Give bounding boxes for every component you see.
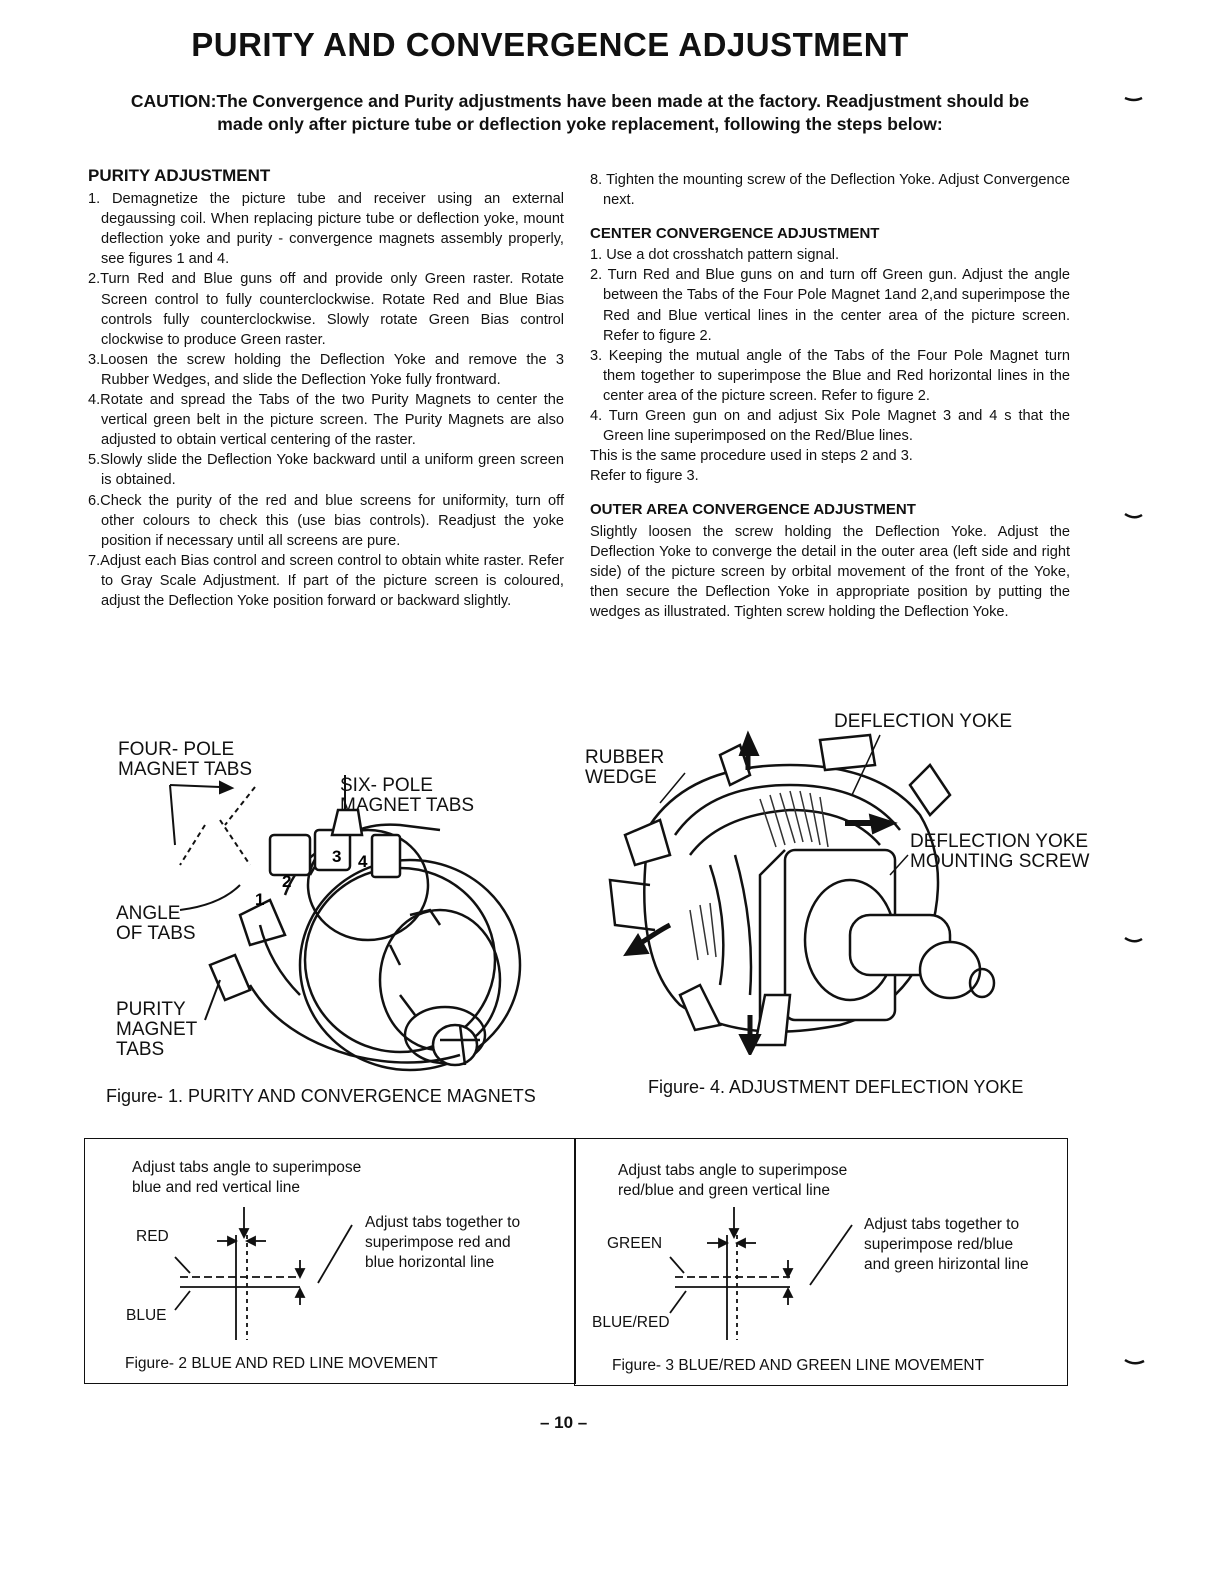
- figure-1-caption: Figure- 1. PURITY AND CONVERGENCE MAGNETS: [106, 1086, 536, 1106]
- center-note-2: Refer to figure 3.: [590, 468, 699, 485]
- tab-number-2: 2: [282, 872, 292, 891]
- page-title: PURITY AND CONVERGENCE ADJUSTMENT: [191, 26, 909, 63]
- purity-step-3: 3.Loosen the screw holding the Deflection Yoke and remove the 3 Rubber Wedges, and slide the Deflection Yoke fully frontward.: [88, 351, 564, 388]
- center-step-2: 2. Turn Red and Blue guns on and turn off Green gun. Adjust the angle between the Tabs of the Four Pole Magnet 1and 2,and superimpose the Red and Blue vertical lines in the center area of the picture screen. Refer to figure 2.: [590, 267, 1070, 344]
- center-note-1: This is the same procedure used in steps 2 and 3.: [590, 448, 913, 465]
- center-step-4: 4. Turn Green gun on and adjust Six Pole Magnet 3 and 4 s that the Green line superimposed on the Red/Blue lines.: [590, 408, 1070, 445]
- angle-of-tabs-label: ANGLE OF TABS: [116, 903, 196, 944]
- binding-marks: [1122, 90, 1152, 1390]
- purity-step-2: 2.Turn Red and Blue guns off and provide only Green raster. Rotate Screen control to fully counterclockwise. Rotate Red and Blue Bias controls fully counterclockwise. Slowly rotate Green Bias control clockwise to produce Green raster.: [88, 271, 564, 348]
- center-step-1: 1. Use a dot crosshatch pattern signal.: [590, 247, 840, 264]
- purity-step-8: 8. Tighten the mounting screw of the Deflection Yoke. Adjust Convergence next.: [590, 172, 1070, 209]
- purity-step-7: 7.Adjust each Bias control and screen control to obtain white raster. Refer to Gray Scale Adjustment. If part of the picture screen is coloured, adjust the Deflection Yoke position forward or backward slightly.: [88, 552, 564, 609]
- outer-convergence-text: Slightly loosen the screw holding the Deflection Yoke. Adjust the Deflection Yoke to converge the detail in the outer area (left side and right side) of the picture screen by orbital movement of the front of the Yoke, then secure the Deflection Yoke in appropriate position by putting the wedges as illustrated. Tighten screw holding the Deflection Yoke.: [590, 523, 1070, 620]
- figure-2-line-diagram: [170, 1205, 360, 1345]
- tab-number-1: 1: [255, 890, 265, 909]
- deflection-yoke-label: DEFLECTION YOKE: [834, 711, 1013, 732]
- purity-step-5: 5.Slowly slide the Deflection Yoke backward until a uniform green screen is obtained.: [88, 452, 564, 489]
- caution-note: [100, 90, 1060, 136]
- purity-section: [88, 166, 564, 611]
- six-pole-label: SIX- POLE MAGNET TABS: [340, 775, 475, 816]
- center-steps: [590, 245, 1070, 446]
- purity-magnet-tabs-label: PURITY MAGNET TABS: [116, 999, 198, 1060]
- figure-3-caption: Figure- 3 BLUE/RED AND GREEN LINE MOVEMENT: [612, 1357, 985, 1374]
- tab-number-4: 4: [358, 852, 368, 871]
- page-number: – 10 –: [540, 1413, 588, 1432]
- figure-3-line-diagram: [660, 1205, 860, 1345]
- figure-2-top-text: Adjust tabs angle to superimpose blue and red vertical line: [132, 1159, 362, 1196]
- figure-3-bluered-label: BLUE/RED: [592, 1314, 670, 1331]
- center-step-3: 3. Keeping the mutual angle of the Tabs of the Four Pole Magnet turn them together to superimpose the Blue and Red horizontal lines in the center area of the picture screen. Refer to figure 2.: [590, 347, 1070, 404]
- purity-step-1: 1. Demagnetize the picture tube and receiver using an external degaussing coil. When replacing picture tube or deflection yoke, mount deflection yoke and purity - convergence magnets assembly properly, see figures 1 and 4.: [88, 191, 564, 268]
- caution-line-2: made only after picture tube or deflection yoke replacement, following the steps below:: [217, 114, 943, 134]
- caution-line-1: CAUTION:The Convergence and Purity adjustments have been made at the factory. Readjustment should be: [130, 91, 1030, 111]
- purity-step-8-list: [590, 170, 1070, 210]
- center-convergence-heading: CENTER CONVERGENCE ADJUSTMENT: [590, 225, 880, 243]
- tab-number-3: 3: [332, 847, 342, 866]
- figure-2-side-text: Adjust tabs together to superimpose red and blue horizontal line: [365, 1214, 521, 1271]
- figure-3-top-text: Adjust tabs angle to superimpose red/blue and green vertical line: [618, 1162, 848, 1199]
- mounting-screw-label: DEFLECTION YOKE MOUNTING SCREW: [910, 831, 1090, 872]
- purity-heading: PURITY ADJUSTMENT: [88, 166, 271, 185]
- purity-step-6: 6.Check the purity of the red and blue screens for uniformity, turn off other colours to check this (use bias controls). Readjust the yoke position if necessary until all screens are pure.: [88, 492, 564, 549]
- figure-2-blue-label: BLUE: [126, 1307, 167, 1324]
- outer-convergence-heading: OUTER AREA CONVERGENCE ADJUSTMENT: [590, 501, 916, 519]
- figure-3-side-text: Adjust tabs together to superimpose red/blue and green hirizontal line: [864, 1216, 1029, 1273]
- figure-4-caption: Figure- 4. ADJUSTMENT DEFLECTION YOKE: [648, 1077, 1024, 1097]
- figure-3-green-label: GREEN: [607, 1235, 663, 1252]
- purity-step-4: 4.Rotate and spread the Tabs of the two Purity Magnets to center the vertical green belt in the picture screen. The Purity Magnets are also adjusted to obtain vertical centering of the raster.: [88, 392, 564, 449]
- purity-steps: [88, 189, 564, 611]
- four-pole-label: FOUR- POLE MAGNET TABS: [118, 739, 253, 780]
- figure-2-red-label: RED: [136, 1228, 169, 1245]
- figure-2-caption: Figure- 2 BLUE AND RED LINE MOVEMENT: [125, 1355, 438, 1372]
- rubber-wedge-label: RUBBER WEDGE: [585, 747, 665, 788]
- convergence-section: [590, 170, 1070, 622]
